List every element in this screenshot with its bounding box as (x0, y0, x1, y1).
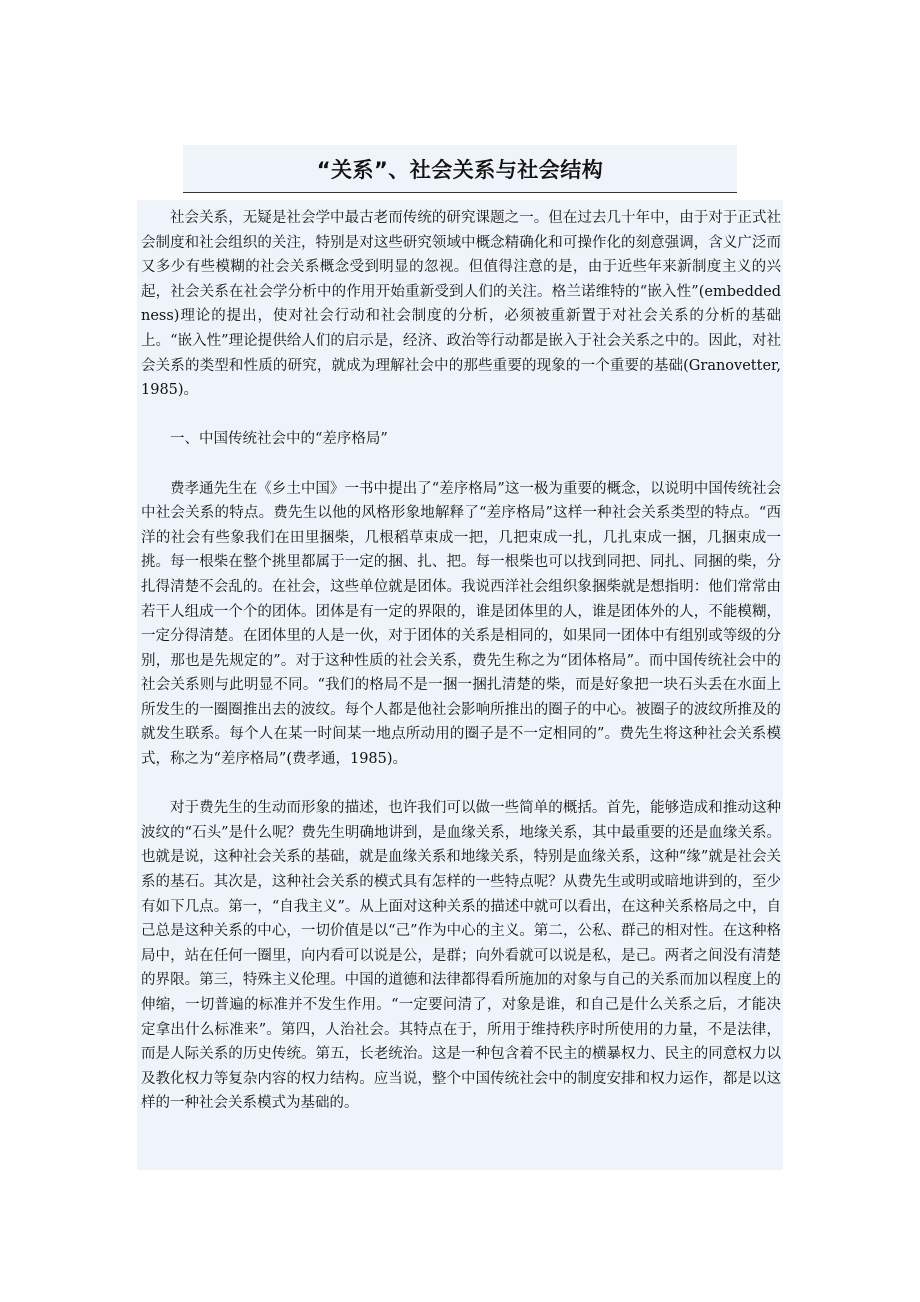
paragraph-chaxugeju: 费孝通先生在《乡土中国》一书中提出了“差序格局”这一极为重要的概念，以说明中国传统社会中社会关系的特点。费先生以他的风格形象地解释了“差序格局”这样一种社会关系类型的特点。“西洋的社会有些象我们在田里捆柴，几根稻草束成一把，几把束成一扎，几扎束成一捆，几捆束成一挑。每一根柴在整个挑里都属于一定的捆、扎、把。每一根柴也可以找到同把、同扎、同捆的柴，分扎得清楚不会乱的。在社会，这些单位就是团体。我说西洋社会组织象捆柴就是想指明：他们常常由若干人组成一个个的团体。团体是有一定的界限的，谁是团体里的人，谁是团体外的人，不能模糊，一定分得清楚。在团体里的人是一伙，对于团体的关系是相同的，如果同一团体中有组别或等级的分别，那也是先规定的”。对于这种性质的社会关系，费先生称之为“团体格局”。而中国传统社会中的社会关系则与此明显不同。“我们的格局不是一捆一捆扎清楚的柴，而是好象把一块石头丢在水面上所发生的一圈圈推出去的波纹。每个人都是他社会影响所推出的圈子的中心。被圈子的波纹所推及的就发生联系。每个人在某一时间某一地点所动用的圈子是不一定相同的”。费先生将这种社会关系模式，称之为“差序格局”(费孝通，1985)。 (141, 480, 781, 768)
paragraph-spacer (141, 403, 781, 428)
paragraph-spacer (141, 452, 781, 477)
section-heading: 一、中国传统社会中的“差序格局” (170, 431, 388, 448)
paragraph-intro: 社会关系，无疑是社会学中最古老而传统的研究课题之一。但在过去几十年中，由于对于正式社会制度和社会组织的关注，特别是对这些研究领域中概念精确化和可操作化的刻意强调，含义广泛而又多少有些模糊的社会关系概念受到明显的忽视。但值得注意的是，由于近些年来新制度主义的兴起，社会关系在社会学分析中的作用开始重新受到人们的关注。格兰诺维特的“嵌入性”(embeddedness)理论的提出，使对社会行动和社会制度的分析，必须被重新置于对社会关系的分析的基础上。“嵌入性”理论提供给人们的启示是，经济、政治等行动都是嵌入于社会关系之中的。因此，对社会关系的类型和性质的研究，就成为理解社会中的那些重要的现象的一个重要的基础(Granovetter,1985)。 (141, 210, 781, 399)
paragraph-spacer (141, 772, 781, 797)
document-title: “关系”、社会关系与社会结构 (316, 157, 604, 182)
document-body (137, 200, 783, 1170)
paragraph-summary: 对于费先生的生动而形象的描述，也许我们可以做一些简单的概括。首先，能够造成和推动这种波纹的“石头”是什么呢？费先生明确地讲到，是血缘关系，地缘关系，其中最重要的还是血缘关系。也就是说，这种社会关系的基础，就是血缘关系和地缘关系，特别是血缘关系，这种“缘”就是社会关系的基石。其次是，这种社会关系的模式具有怎样的一些特点呢？从费先生或明或暗地讲到的，至少有如下几点。第一，“自我主义”。从上面对这种关系的描述中就可以看出，在这种关系格局之中，自己总是这种关系的中心，一切价值是以“己”作为中心的主义。第二，公私、群己的相对性。在这种格局中，站在任何一圈里，向内看可以说是公，是群；向外看就可以说是私，是己。两者之间没有清楚的界限。第三，特殊主义伦理。中国的道德和法律都得看所施加的对象与自己的关系而加以程度上的伸缩，一切普遍的标准并不发生作用。“一定要问清了，对象是谁，和自己是什么关系之后，才能决定拿出什么标准来”。第四，人治社会。其特点在于，所用于维持秩序时所使用的力量，不是法律，而是人际关系的历史传统。第五，长老统治。这是一种包含着不民主的横暴权力、民主的同意权力以及教化权力等复杂内容的权力结构。应当说，整个中国传统社会中的制度安排和权力运作，都是以这样的一种社会关系模式为基础的。 (141, 800, 781, 1112)
title-banner (183, 145, 737, 193)
